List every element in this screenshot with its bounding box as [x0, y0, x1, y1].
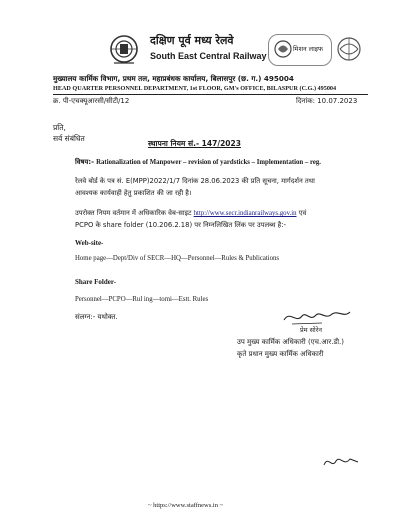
signatory-on-behalf: कृते प्रधान मुख्य कार्मिक अधिकारी	[237, 350, 324, 358]
secr-website-link[interactable]: http://www.secr.indianrailways.gov.in	[193, 210, 297, 217]
initials-mark	[322, 453, 362, 471]
office-address-english: HEAD QUARTER PERSONNEL DEPARTMENT, 1st FLOOR, GM's OFFICE, BILASPUR (C.G.) 495004	[53, 85, 337, 92]
addressee-all-concerned: सर्व संबंधित	[53, 134, 85, 143]
letter-date: दिनांक: 10.07.2023	[296, 97, 358, 105]
office-address-hindi: मुख्यालय कार्मिक विभाग, प्रथम तल, महाप्रबंधक कार्यालय, बिलासपुर (छ. ग.) 495004	[53, 74, 294, 83]
website-path: Home page—Dept/Div of SECR—HQ—Personnel—Rules & Publications	[75, 255, 280, 262]
para2-text-b: एवं	[298, 209, 307, 217]
railway-emblem	[108, 33, 140, 67]
g20-logo	[334, 34, 364, 64]
para2-line1	[75, 208, 306, 217]
signatory-designation: उप मुख्य कार्मिक अधिकारी (एच.आर.डी.)	[237, 338, 344, 346]
subject-text: Rationalization of Manpower – revision of yardsticks – Implementation – reg.	[96, 159, 321, 166]
signatory-name: प्रेम सोरेन	[300, 326, 322, 334]
mission-life-text: मिशन लाइफ	[293, 45, 323, 53]
para1-line2: आवश्यक कार्यवाही हेतु प्रकाशित की जा रही है।	[75, 189, 192, 197]
header-divider	[53, 94, 368, 95]
subject-label: विषय:-	[75, 158, 94, 166]
addressee-to: प्रति,	[53, 123, 66, 132]
enclosure-note: संलग्न:- यथोक्त.	[75, 313, 118, 321]
website-heading: Web-site-	[75, 239, 104, 247]
establishment-rule-heading: स्थापना नियम सं.- 147/2023	[148, 139, 241, 148]
org-name-english: South East Central Railway	[150, 51, 267, 61]
para2-text-a: उपरोक्त नियम वर्तमान में अधिकारिक वेब-साइट	[75, 209, 194, 217]
para2-line2: PCPO के share folder (10.206.2.18) पर निम्नलिखित लिंक पर उपलब्ध है:-	[75, 221, 286, 229]
org-name-hindi: दक्षिण पूर्व मध्य रेलवे	[150, 34, 234, 47]
subject-line	[75, 157, 321, 166]
para1-line1: रेलवे बोर्ड के पत्र सं. E(MPP)2022/1/7 दिनांक 28.06.2023 की प्रति सूचना, मार्गदर्शन तथा	[75, 177, 315, 185]
share-folder-heading: Share Folder-	[75, 278, 117, 286]
reference-number: क्र. पी-एचक्यूआरसी/सीटी/12	[53, 97, 130, 105]
footer-url: ~ https://www.staffnews.in ~	[148, 502, 224, 509]
mission-life-logo	[268, 34, 332, 66]
share-folder-path: Personnel—PCPO—Rul ing—tomi—Estt. Rules	[75, 296, 209, 303]
